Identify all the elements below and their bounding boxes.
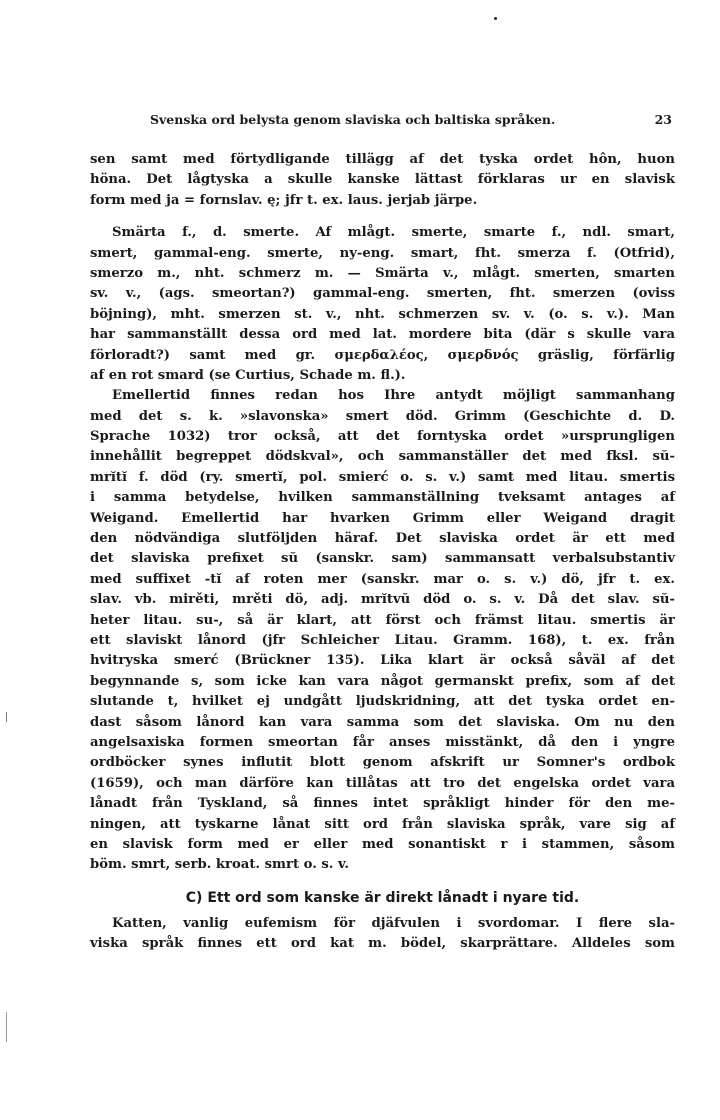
text-line: (1659), och man därföre kan tillåtas att tro det engelska ordet vara [90, 775, 675, 791]
text-line: i samma betydelse, hvilken sammanställning tveksamt antages af [90, 490, 675, 506]
text-line: slutande t, hvilket ej undgått ljudskridning, att det tyska ordet en- [90, 694, 675, 710]
print-speck [494, 17, 497, 20]
text-line: Katten, vanlig eufemism för djäfvulen i svordomar. I flere sla- [112, 916, 675, 932]
text-line: med det s. k. »slavonska» smert död. Grimm (Geschichte d. D. [90, 408, 675, 424]
text-line: lånadt från Tyskland, så finnes intet språkligt hinder för den me- [90, 796, 675, 812]
section-heading: C) Ett ord som kanske är direkt lånadt i nyare tid. [185, 889, 580, 906]
text-line: ningen, att tyskarne lånat sitt ord från slaviska språk, vare sig af [90, 816, 675, 832]
text-line: höna. Det lågtyska a skulle kanske lättast förklaras ur en slavisk [90, 172, 675, 188]
margin-mark [6, 1012, 7, 1042]
text-line: Sprache 1032) tror också, att det forntyska ordet »ursprungligen [90, 429, 675, 445]
margin-mark [6, 712, 11, 722]
text-line: innehållit begreppet dödskval», och sammanställer det med fksl. sŭ- [90, 449, 675, 465]
text-line: smert, gammal-eng. smerte, ny-eng. smart, fht. smerza f. (Otfrid), [90, 245, 675, 261]
text-line: en slavisk form med er eller med sonantiskt r i stammen, såsom [90, 836, 675, 852]
text-line: Emellertid finnes redan hos Ihre antydt möjligt sammanhang [112, 388, 675, 404]
text-line: med suffixet -tĭ af roten mer (sanskr. mar o. s. v.) dö, jfr t. ex. [90, 571, 675, 587]
text-line: sen samt med förtydligande tillägg af det tyska ordet hôn, huon [90, 152, 675, 167]
text-line: ordböcker synes influtit blott genom afskrift ur Somner's ordbok [90, 755, 675, 771]
text-line: smerzo m., nht. schmerz m. — Smärta v., mlågt. smerten, smarten [90, 265, 675, 281]
text-line: ett slaviskt lånord (jfr Schleicher Litau. Gramm. 168), t. ex. från [90, 632, 675, 648]
body-text [90, 150, 675, 955]
text-line: det slaviska prefixet sŭ (sanskr. sam) sammansatt verbalsubstantiv [90, 551, 675, 567]
text-line: angelsaxiska formen smeortan får anses misstänkt, då den i yngre [90, 734, 675, 750]
text-line: förloradt?) samt med gr. σμερδαλέος, σμερδνός gräslig, förfärlig [90, 347, 675, 363]
text-line: form med ja = fornslav. ę; jfr t. ex. laus. jerjab järpe. [90, 192, 478, 208]
text-line: mrĭtĭ f. död (ry. smertĭ, pol. smierć o. s. v.) samt med litau. smertis [90, 469, 675, 485]
text-line: viska språk finnes ett ord kat m. bödel, skarprättare. Alldeles som [90, 936, 675, 952]
text-line: begynnande s, som icke kan vara något germanskt prefix, som af det [90, 673, 675, 689]
page-number: 23 [654, 112, 672, 127]
text-line: af en rot smard (se Curtius, Schade m. fl.). [90, 367, 406, 383]
text-line: hvitryska smerć (Brückner 135). Lika klart är också såväl af det [90, 653, 675, 669]
text-line: har sammanställt dessa ord med lat. mordere bita (där s skulle vara [90, 327, 675, 343]
running-header [92, 112, 672, 134]
text-line: slav. vb. mirěti, mrěti dö, adj. mrĭtvŭ död o. s. v. Då det slav. sŭ- [90, 592, 675, 608]
running-title: Svenska ord belysta genom slaviska och baltiska språken. [150, 112, 556, 127]
text-line: den nödvändiga slutföljden häraf. Det slaviska ordet är ett med [90, 531, 675, 547]
text-line: böm. smrt, serb. kroat. smrt o. s. v. [90, 857, 349, 873]
text-line: dast såsom lånord kan vara samma som det slaviska. Om nu den [90, 714, 675, 730]
text-line: böjning), mht. smerzen st. v., nht. schmerzen sv. v. (o. s. v.). Man [90, 306, 675, 322]
text-line: heter litau. su-, så är klart, att först och främst litau. smertis är [90, 612, 675, 628]
text-line: Smärta f., d. smerte. Af mlågt. smerte, smarte f., ndl. smart, [112, 225, 675, 241]
text-line: sv. v., (ags. smeortan?) gammal-eng. smerten, fht. smerzen (oviss [90, 286, 675, 302]
text-line: Weigand. Emellertid har hvarken Grimm eller Weigand dragit [90, 510, 675, 526]
